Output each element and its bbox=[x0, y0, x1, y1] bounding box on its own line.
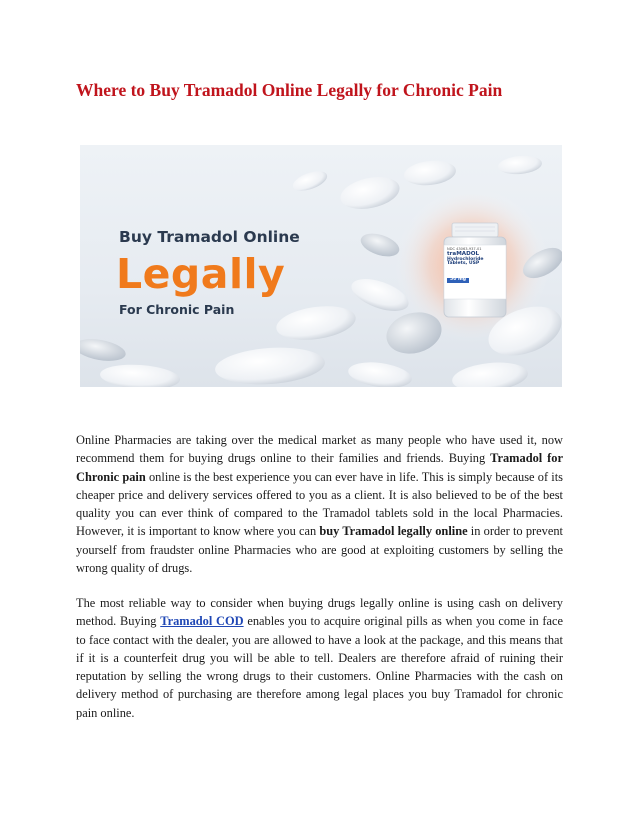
hero-subheading: For Chronic Pain bbox=[119, 302, 235, 317]
paragraph-intro bbox=[76, 431, 563, 577]
bottle-sub1: Hydrochloride bbox=[447, 256, 484, 262]
bottle-label bbox=[447, 248, 503, 284]
bottle-drug-name: traMADOL bbox=[447, 250, 480, 257]
p1-text-3: in order to prevent yourself from fraudster online Pharmacies who are good at exploiting customers by selling the wrong quality of drugs. bbox=[76, 524, 563, 576]
paragraph-cod bbox=[76, 594, 563, 722]
bottle-ndc: NDC 43063-937-01 bbox=[447, 247, 482, 251]
p2-text-2: enables you to acquire original pills as when you come in face to face contact with the dealer, you are allowed to have a look at the package, and this means that if it is a counterfeit drug you will be able to tell. Dealers are therefore afraid of ruining their reputation by selling the wrong drugs to their customers. Online Pharmacies with the cash on delivery method of purchasing are therefore among legal places you buy Tramadol for chronic pain online. bbox=[76, 614, 564, 720]
p1-text-2: online is the best experience you can ever have in life. This is simply because of its cheaper price and delivery services offered to you as a client. It is also believed to be of the best quality you can ever think of compared to the Tramadol tablets sold in the local Pharmacies. However, it is important to know where you can bbox=[76, 469, 563, 539]
p1-text-1: Online Pharmacies are taking over the medical market as many people who have used it, now recommend them for buying drugs online to their families and friends. Buying bbox=[76, 433, 563, 466]
bottle-sub2: Tablets, USP bbox=[447, 261, 480, 267]
hero-heading: Buy Tramadol Online bbox=[119, 228, 300, 246]
p1-bold-2: buy Tramadol legally online bbox=[319, 524, 468, 539]
p2-text-1: The most reliable way to consider when buying drugs legally online is using cash on delivery method. Buying bbox=[76, 596, 563, 629]
hero-image bbox=[80, 145, 562, 387]
tramadol-cod-link[interactable]: Tramadol COD bbox=[160, 614, 244, 629]
page-title: Where to Buy Tramadol Online Legally for Chronic Pain bbox=[76, 80, 503, 100]
hero-emphasis: Legally bbox=[116, 250, 286, 298]
p1-bold-1: Tramadol for Chronic pain bbox=[76, 451, 563, 484]
bottle-dose: 50 mg bbox=[447, 278, 469, 283]
